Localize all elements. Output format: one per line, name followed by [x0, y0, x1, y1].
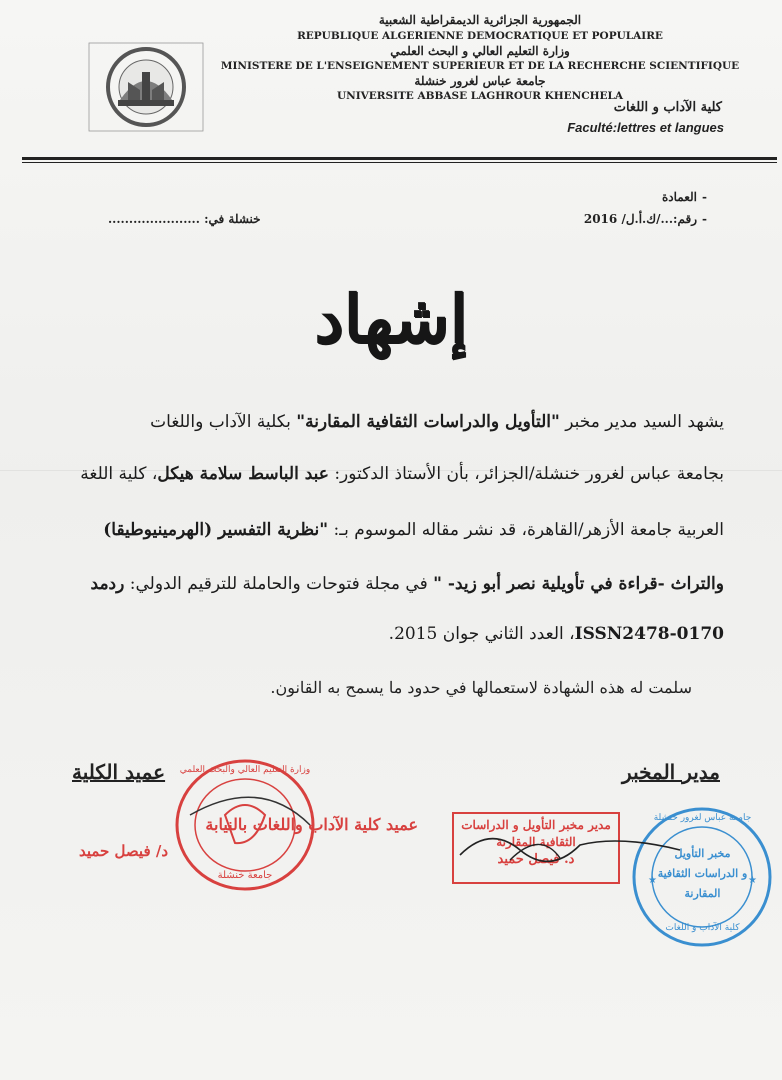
place-date: خنشلة في: ......................: [108, 212, 261, 226]
faculty-round-stamp: [170, 755, 320, 895]
dean-title: عميد الكلية: [72, 760, 166, 784]
ministry-ar: وزارة التعليم العالي و البحث العلمي: [390, 44, 570, 58]
dean-stamp-line1: عميد كلية الآداب واللغات بالنيابة: [205, 815, 418, 834]
lab-stamp-line1: مدير مخبر التأويل و الدراسات: [461, 818, 611, 832]
body-line-3: العربية جامعة الأزهر/القاهرة، قد نشر مقاله الموسوم بـ: "نظرية التفسير (الهرمينيوطيقا): [103, 520, 724, 540]
university-fr: UNIVERSITE ABBASE LAGHROUR KHENCHELA: [336, 90, 624, 102]
dean-stamp-line2: د/ فيصل حميد: [78, 842, 168, 860]
closing-line: سلمت له هذه الشهادة لاستعمالها في حدود ما يسمح به القانون.: [270, 678, 692, 697]
lab-director-signature: [450, 820, 690, 880]
logo-ring-text: [88, 42, 89, 43]
faculty-fr: Faculté:lettres et langues: [567, 120, 724, 135]
faculty-stamp-bottom: جامعة خنشلة: [217, 870, 273, 881]
university-logo: [88, 42, 204, 132]
body-line-1: يشهد السيد مدير مخبر "التأويل والدراسات الثقافية المقارنة" بكلية الآداب واللغات: [150, 412, 724, 432]
ministry-fr: MINISTERE DE L'ENSEIGNEMENT SUPERIEUR ET DE LA RECHERCHE SCIENTIFIQUE: [220, 60, 740, 72]
certificate-title: إشهاد: [314, 280, 468, 358]
svg-text:★: ★: [748, 875, 757, 886]
reference-dash: -: [702, 212, 707, 226]
deanship-label: العمادة: [661, 190, 697, 204]
body-line-5: ISSN2478-0170، العدد الثاني جوان 2015.: [388, 624, 724, 644]
republic-fr: REPUBLIQUE ALGERIENNE DEMOCRATIQUE ET POPULAIRE: [297, 30, 663, 42]
lab-stamp-ring-text: جامعة عباس لغرور خنشلة: [653, 813, 752, 823]
svg-text:★: ★: [648, 875, 657, 886]
header-rule-thick: [22, 157, 777, 160]
lab-director-title: مدير المخبر: [622, 760, 720, 784]
lab-round-line2: و الدراسات الثقافية: [657, 867, 748, 880]
faculty-stamp-ring-text: وزارة التعليم العالي والبحث العلمي: [179, 765, 311, 775]
lab-stamp-line2: الثقافية المقارنة: [496, 835, 576, 849]
university-ar: جامعة عباس لغرور خنشلة: [414, 74, 546, 88]
faculty-ar: كلية الآداب و اللغات: [613, 100, 722, 115]
body-line-2: بجامعة عباس لغرور خنشلة/الجزائر، بأن الأستاذ الدكتور: عبد الباسط سلامة هيكل، كلية اللغة: [80, 464, 724, 484]
deanship-dash: -: [702, 190, 707, 204]
lab-stamp-bottom: كلية الآداب و اللغات: [665, 923, 740, 933]
body-line-4: والتراث -قراءة في تأويلية نصر أبو زيد- " في مجلة فتوحات والحاملة للترقيم الدولي: ردمد: [90, 574, 724, 594]
lab-round-line3: المقارنة: [684, 887, 721, 900]
lab-stamp-line3: د. فيصل حميد: [497, 852, 575, 867]
header-rule-thin: [22, 162, 777, 163]
reference-number: رقم:.../ك.أ.ل/ 2016: [583, 212, 697, 226]
republic-ar: الجمهورية الجزائرية الديمقراطية الشعبية: [378, 13, 582, 27]
lab-round-line1: مخبر التأويل: [674, 847, 731, 860]
